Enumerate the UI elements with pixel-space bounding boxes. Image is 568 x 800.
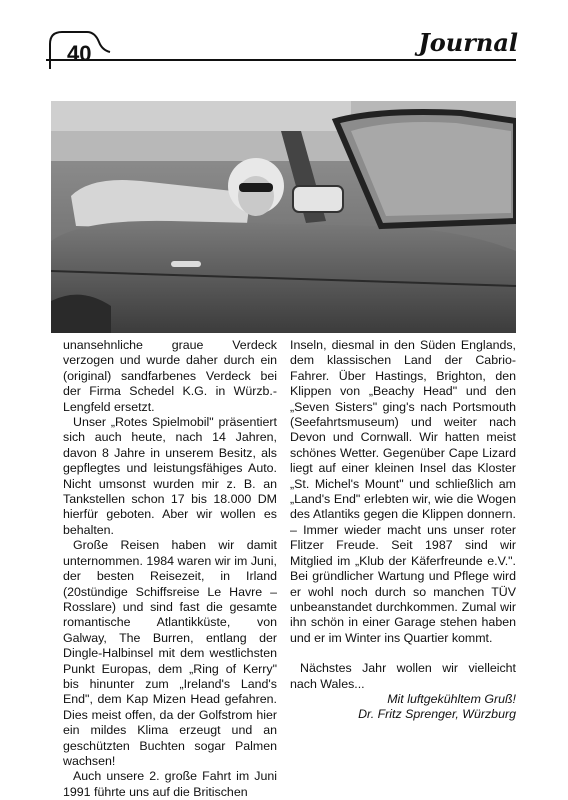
publication-title: Journal xyxy=(418,28,518,57)
paragraph: Auch unsere 2. große Fahrt im Juni 1991 führte uns auf die Britischen xyxy=(63,769,277,799)
signoff-author: Dr. Fritz Sprenger, Würzburg xyxy=(358,707,516,722)
paragraph: unansehnliche graue Verdeck verzogen und wurde daher durch ein (original) sandfarbenes Verdeck bei der Firma Schedel K.G. in Würzb.-Lengfeld ersetzt. xyxy=(63,338,277,414)
right-text-column xyxy=(290,338,516,723)
paragraph: Inseln, diesmal in den Süden Englands, dem klassischen Land der Cabrio-Fahrer. Über Hastings, Brighton, den Klippen von „Beachy Head" und den „Seven Sisters" ging's nach Portsmouth (Seefahrtsmuseum) und weiter nach Devon und Cornwall. Wir hatten meist schönes Wetter. Gegenüber Cape Lizard liegt auf einer kleinen Insel das Kloster „St. Michel's Mount" und schließlich am „Land's End" erlebten wir, wie die Wogen des Atlantiks gegen die Klippen donnern. – Immer wieder macht uns unser roter Flitzer Freude. Seit 1987 sind wir Mitglied im „Klub der Käferfreunde e.V.". Bei gründlicher Wartung und Pflege wird er wohl noch durch so manchen TÜV unbeanstandet durchkommen. Zumal wir ihn schön in einer Garage stehen haben und er im Winter ins Quartier kommt. xyxy=(290,338,516,645)
header-rule xyxy=(46,59,516,61)
paragraph: Nächstes Jahr wollen wir vielleicht nach Wales... xyxy=(290,661,516,691)
cabriolet-photo xyxy=(51,101,516,333)
paragraph: Große Reisen haben wir damit unternommen. 1984 waren wir im Juni, der besten Reisezeit, in Irland (20stündige Schiffsreise Le Havre – Rosslare) und sind fast die gesamte romantische Atlantikküste, von Galway, The Burren, entlang der Dingle-Halbinsel mit dem westlichsten Punkt Europas, dem „Ring of Kerry" bis hinunter zum „Ireland's Land's End", dem Kap Mizen Head gefahren. Dies meist offen, da der Golfstrom hier ein mildes Klima erzeugt und an geschützten Buchten sogar Palmen wachsen! xyxy=(63,538,277,768)
page-number: 40 xyxy=(67,41,92,66)
left-text-column xyxy=(63,338,277,800)
signoff-greeting: Mit luftgekühltem Gruß! xyxy=(387,691,516,706)
paragraph: Unser „Rotes Spielmobil" präsentiert sich auch heute, nach 14 Jahren, davon 8 Jahre in unserem Besitz, als gepflegtes und leistungsfähiges Auto. Nicht umsonst wurden mir z. B. an Tankstellen schon 17 bis 18.000 DM hierfür geboten. Aber wir wollen es behalten. xyxy=(63,415,277,537)
